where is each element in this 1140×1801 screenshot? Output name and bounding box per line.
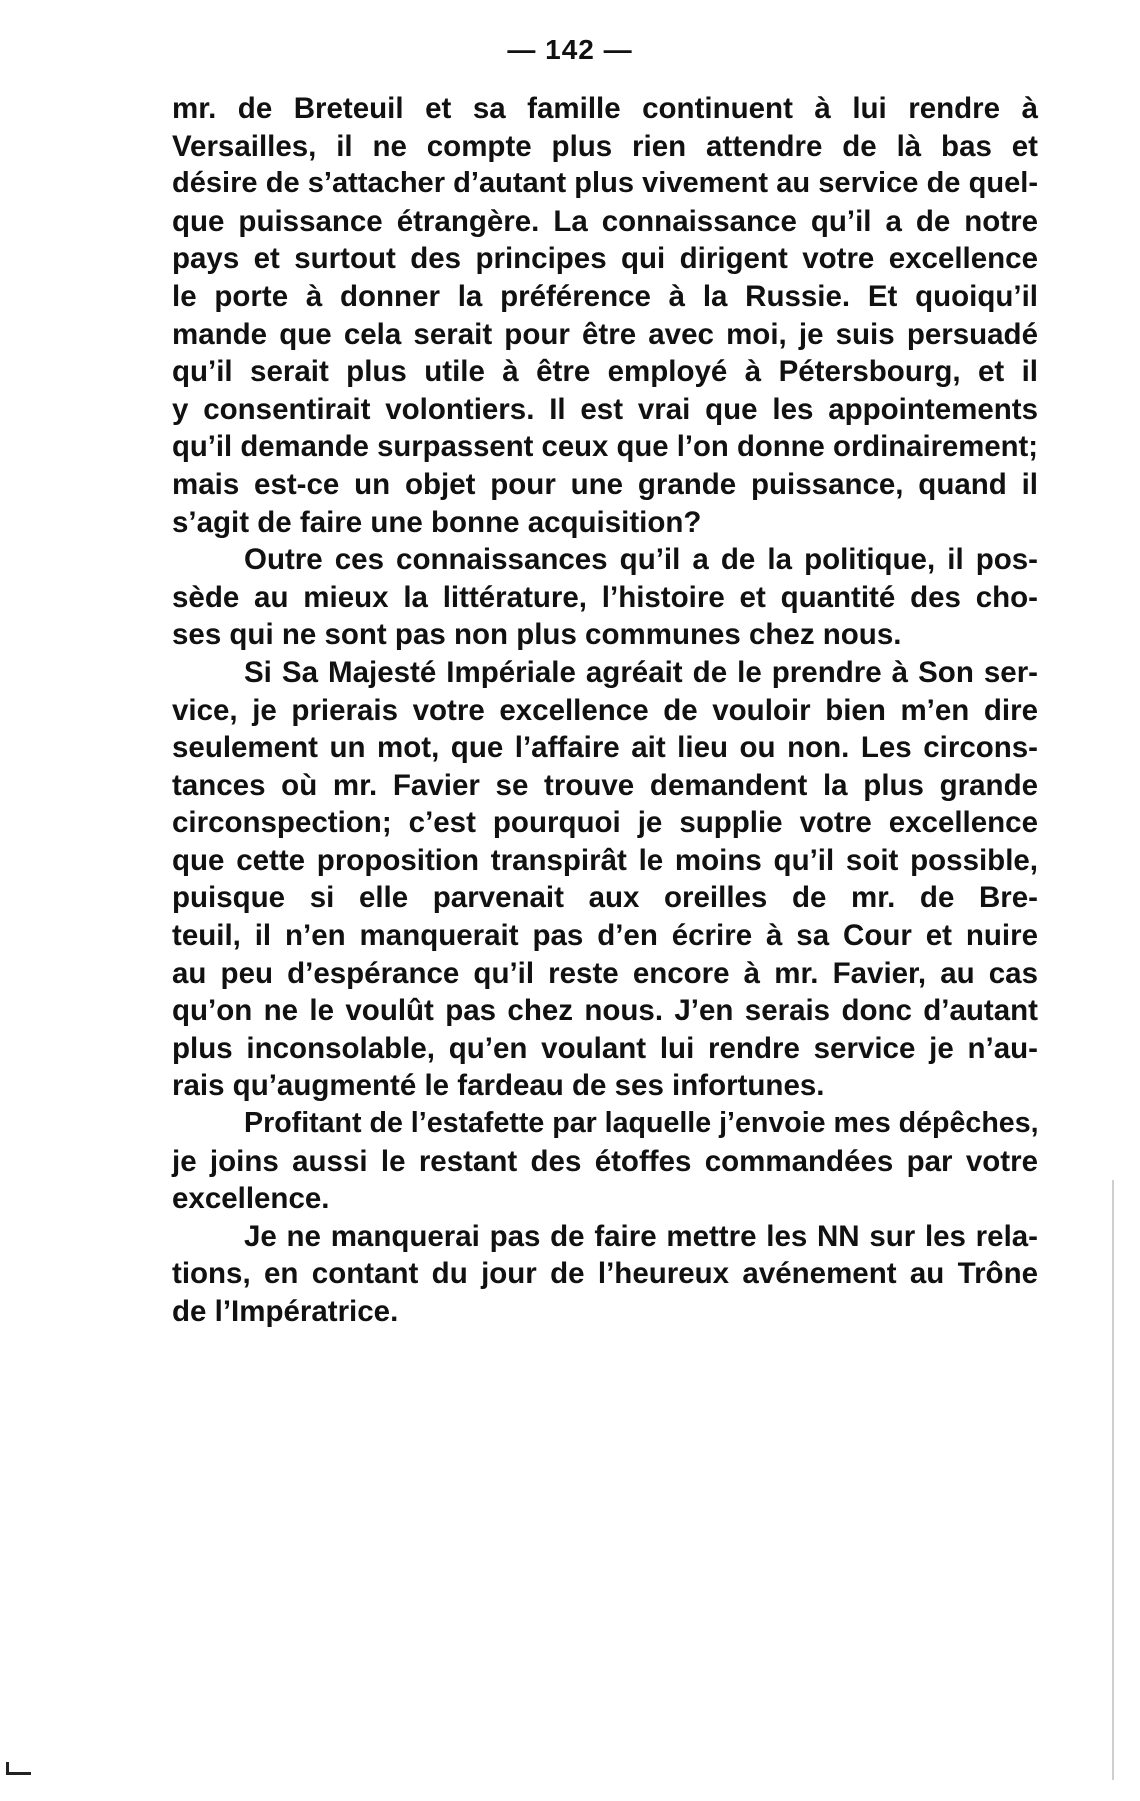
text-line: Profitant de l’estafette par laquelle j’envoie mes dépêches, [244, 1107, 1039, 1140]
text-line: rais qu’augmenté le fardeau de ses infortunes. [172, 1069, 825, 1103]
text-line: de l’Impératrice. [172, 1295, 399, 1328]
page-number: — 142 — [507, 34, 633, 65]
text-line: Je ne manquerai pas de faire mettre les NN sur les rela- [244, 1219, 1038, 1253]
text-line: Si Sa Majesté Impériale agréait de le prendre à Son ser- [244, 655, 1038, 689]
text-line: circonspection; c’est pourquoi je supplie votre excellence [172, 806, 1038, 840]
text-line: tions, en contant du jour de l’heureux avénement au Trône [172, 1257, 1038, 1291]
text-line: plus inconsolable, qu’en voulant lui rendre service je n’au- [172, 1031, 1038, 1065]
paragraph-2 [172, 541, 1038, 654]
text-line: excellence. [172, 1182, 330, 1216]
text-line: Outre ces connaissances qu’il a de la politique, il pos- [244, 543, 1038, 577]
paragraph-3 [172, 654, 1038, 1105]
text-line: mande que cela serait pour être avec moi, je suis persuadé [172, 317, 1038, 351]
text-line: qu’il demande surpassent ceux que l’on donne ordinairement; [172, 430, 1038, 464]
scan-corner-mark [6, 1762, 31, 1775]
text-line: le porte à donner la préférence à la Russie. Et quoiqu’il [172, 279, 1038, 313]
text-line: ses qui ne sont pas non plus communes chez nous. [172, 618, 902, 652]
text-line: je joins aussi le restant des étoffes commandées par votre [172, 1144, 1038, 1178]
text-line: qu’il serait plus utile à être employé à Pétersbourg, et il [172, 355, 1038, 389]
text-line: au peu d’espérance qu’il reste encore à mr. Favier, au cas [172, 956, 1038, 990]
text-line: désire de s’attacher d’autant plus vivement au service de quel- [172, 167, 1038, 200]
text-line: tances où mr. Favier se trouve demandent la plus grande [172, 768, 1038, 802]
paragraph-1 [172, 90, 1038, 541]
text-line: mais est-ce un objet pour une grande puissance, quand il [172, 467, 1038, 501]
text-line: puisque si elle parvenait aux oreilles de mr. de Bre- [172, 881, 1038, 915]
text-line: sède au mieux la littérature, l’histoire et quantité des cho- [172, 580, 1038, 614]
text-line: qu’on ne le voulût pas chez nous. J’en serais donc d’autant [172, 994, 1038, 1028]
text-line: seulement un mot, que l’affaire ait lieu ou non. Les circons- [172, 731, 1038, 765]
text-line: teuil, il n’en manquerait pas d’en écrire à sa Cour et nuire [172, 919, 1038, 953]
text-line: que cette proposition transpirât le moins qu’il soit possible, [172, 843, 1038, 877]
text-line: y consentirait volontiers. Il est vrai que les appointements [172, 392, 1038, 426]
text-line: s’agit de faire une bonne acquisition? [172, 505, 702, 539]
text-line: mr. de Breteuil et sa famille continuent à lui rendre à [172, 92, 1038, 125]
scan-margin-line [1112, 1180, 1114, 1780]
text-line: Versailles, il ne compte plus rien attendre de là bas et [172, 129, 1038, 163]
paragraph-5 [172, 1218, 1038, 1331]
text-line: que puissance étrangère. La connaissance qu’il a de notre [172, 204, 1038, 238]
text-line: vice, je prierais votre excellence de vouloir bien m’en dire [172, 693, 1038, 727]
text-line: pays et surtout des principes qui dirigent votre excellence [172, 242, 1038, 276]
paragraph-4 [172, 1105, 1038, 1218]
body-text [172, 90, 1038, 1331]
